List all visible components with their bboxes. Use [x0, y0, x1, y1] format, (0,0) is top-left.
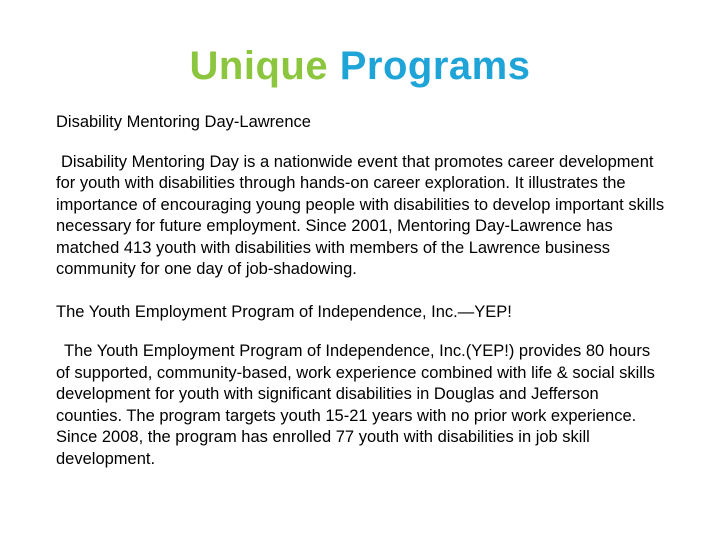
program-heading-yep: The Youth Employment Program of Independence, Inc.—YEP!: [56, 302, 512, 321]
program-heading-mentoring-day: Disability Mentoring Day-Lawrence: [56, 113, 311, 131]
title-word-unique: Unique: [189, 44, 329, 88]
program-description-yep: The Youth Employment Program of Independence, Inc.(YEP!) provides 80 hours of supported, community-based, work experience combined with life & social skills development for youth with significant disabilities in Douglas and Jefferson counties. The program targets youth 15-21 years with no prior work experience. Since 2008, the program has enrolled 77 youth with disabilities in job skill development.: [56, 342, 655, 468]
slide-title: [0, 40, 720, 92]
title-word-programs: Programs: [339, 44, 531, 88]
program-section-yep: [56, 302, 666, 471]
slide-content: [56, 112, 666, 470]
program-description-mentoring-day: Disability Mentoring Day is a nationwide event that promotes career development for youth with disabilities through hands-on career exploration. It illustrates the importance of encouraging young people with disabilities to develop important skills necessary for future employment. Since 2001, Mentoring Day-Lawrence has matched 413 youth with disabilities with members of the Lawrence business community for one day of job-shadowing.: [56, 152, 665, 278]
program-section-mentoring-day: [56, 112, 666, 281]
